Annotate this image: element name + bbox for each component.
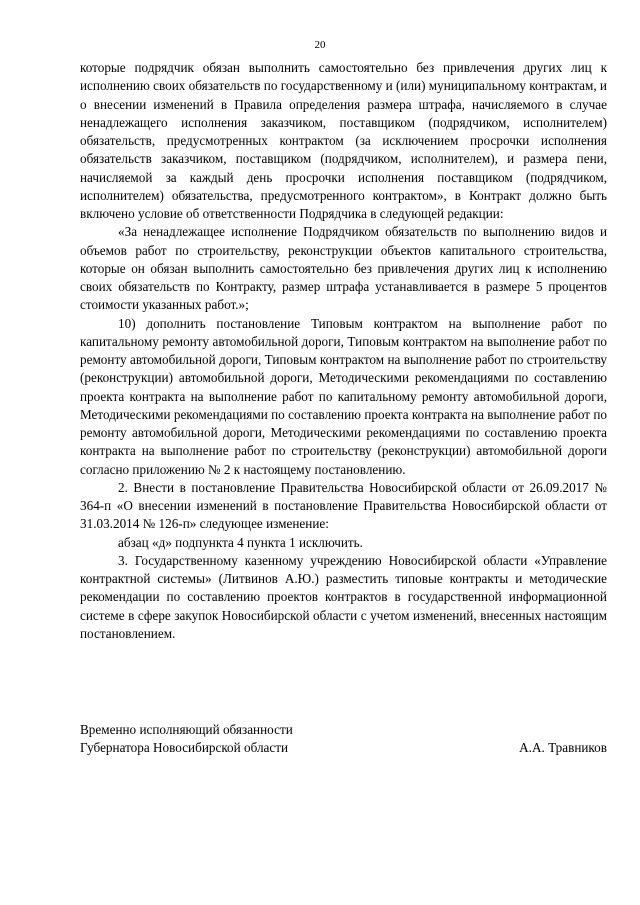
page-number: 20 [314, 39, 326, 51]
document-body [80, 59, 607, 643]
paragraph-item-2: 2. Внести в постановление Правительства Новосибирской области от 26.09.2017 № 364-п «О внесении изменений в постановление Правительства Новосибирской области от 31.03.2014 № 126-п» следующее изменение: [80, 479, 607, 532]
paragraph-quoted-clause: «За ненадлежащее исполнение Подрядчиком обязательств по выполнению видов и объемов работ по строительству, реконструкции объектов капитального строительства, которые он обязан выполнить самостоятельно без привлечения других лиц к исполнению своих обязательств по Контракту, размер штрафа устанавливается в размере 5 процентов стоимости указанных работ.»; [80, 224, 607, 313]
paragraph-continuation: которые подрядчик обязан выполнить самостоятельно без привлечения других лиц к исполнению своих обязательств по государственному и (или) муниципальному контрактам, и о внесении изменений в Правила определения размера штрафа, начисляемого в случае ненадлежащего исполнения заказчиком, поставщиком (подрядчиком, исполнителем) обязательств, предусмотренных контрактом (за исключением просрочки исполнения обязательств заказчиком, поставщиком (подрядчиком, исполнителем), и размера пени, начисляемой за каждый день просрочки исполнения поставщиком (подрядчиком, исполнителем) обязательства, предусмотренного контрактом», в Контракт должно быть включено условие об ответственности Подрядчика в следующей редакции: [80, 60, 607, 221]
signatory-position-line2: Губернатора Новосибирской области [80, 740, 289, 756]
paragraph-item-2-change: абзац «д» подпункта 4 пункта 1 исключить. [118, 534, 363, 550]
paragraph-item-10: 10) дополнить постановление Типовым контрактом на выполнение работ по капитальному ремонту автомобильной дороги, Типовым контрактом на выполнение работ по ремонту автомобильной дороги, Типовым контрактом на выполнение работ по строительству (реконструкции) автомобильной дороги, Методическими рекомендациями по составлению проекта контракта на выполнение работ по капитальному ремонту автомобильной дороги, Методическими рекомендациями по составлению проекта контракта на выполнение работ по ремонту автомобильной дороги, Методическими рекомендациями по составлению проекта контракта на выполнение работ по строительству (реконструкции) автомобильной дороги согласно приложению № 2 к настоящему постановлению. [80, 315, 607, 477]
signature-block [80, 721, 607, 758]
signature-row [80, 739, 607, 757]
paragraph-item-3: 3. Государственному казенному учреждению Новосибирской области «Управление контрактной системы» (Литвинов А.Ю.) разместить типовые контракты и методические рекомендации по составлению проектов контрактов в государственной информационной системе в сфере закупок Новосибирской области с учетом изменений, внесенных настоящим постановлением. [80, 552, 607, 641]
signatory-position-line1: Временно исполняющий обязанности [80, 722, 293, 737]
signatory-name: А.А. Травников [519, 740, 607, 756]
